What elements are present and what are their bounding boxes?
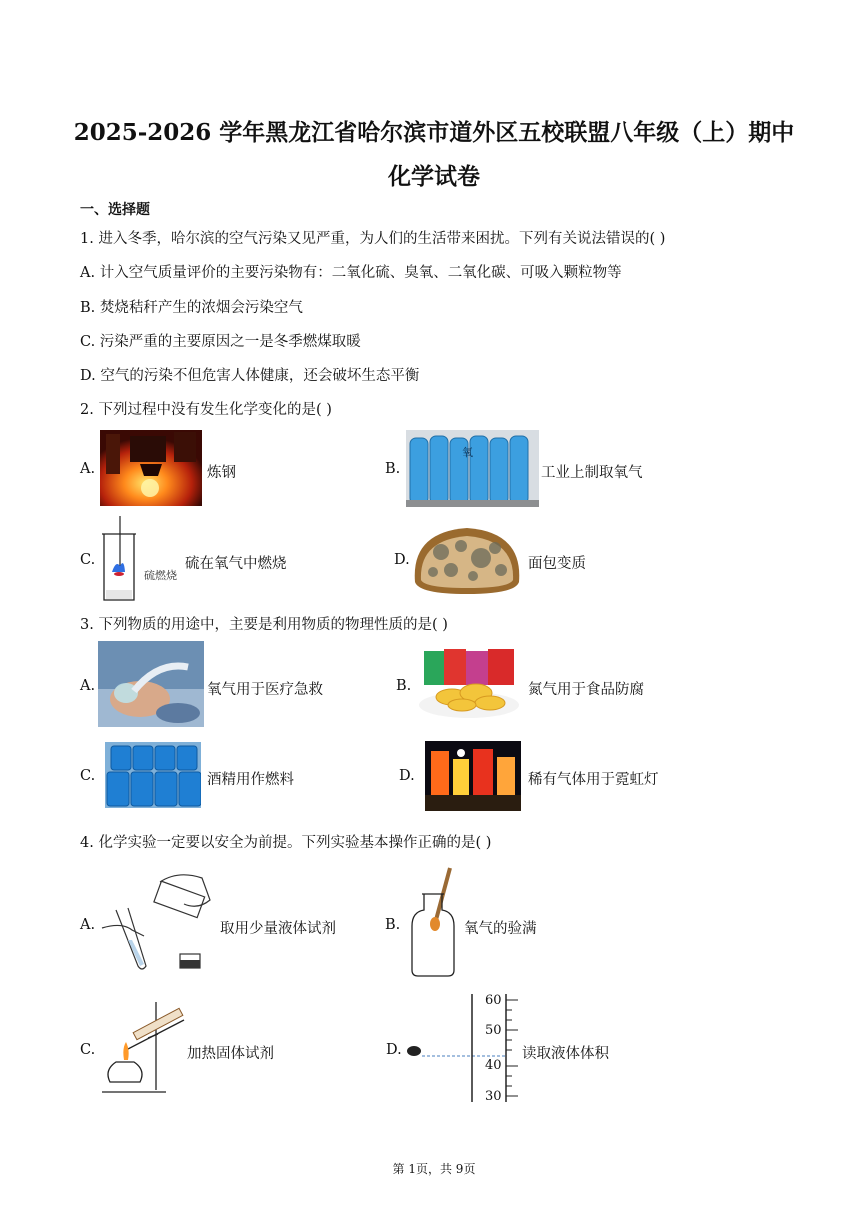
q4-option-b-letter: B. (385, 917, 401, 933)
q2-option-c-label: 硫在氧气中燃烧 (185, 556, 287, 572)
q4-stem: 4. 化学实验一定要以安全为前提。下列实验基本操作正确的是( ) (80, 835, 492, 851)
section-heading: 一、选择题 (80, 202, 150, 218)
scale-tick-40: 40 (485, 1058, 502, 1073)
q1-option-c: C. 污染严重的主要原因之一是冬季燃煤取暖 (80, 334, 361, 350)
q2-option-a-label: 炼钢 (207, 465, 236, 481)
oxygen-test-diagram (404, 864, 462, 978)
q4-option-d-label: 读取液体体积 (522, 1046, 609, 1062)
alcohol-drums-image (105, 742, 201, 808)
moldy-bread-image (411, 522, 523, 598)
q3-option-c-letter: C. (80, 768, 96, 784)
q3-option-d-letter: D. (399, 768, 415, 784)
heat-solid-diagram (96, 998, 188, 1098)
scale-tick-30: 30 (485, 1089, 502, 1104)
oxygen-cylinders-image (406, 430, 539, 507)
q2-option-d-label: 面包变质 (528, 556, 586, 572)
oxygen-mask-image (98, 641, 204, 727)
cylinder-text: 氧 (462, 446, 473, 459)
neon-lights-image (425, 741, 521, 811)
diagram-caption: 硫燃烧 (144, 569, 177, 582)
q3-option-a-label: 氧气用于医疗急救 (207, 682, 323, 698)
q2-option-b-label: 工业上制取氧气 (541, 465, 643, 481)
q4-option-c-label: 加热固体试剂 (187, 1046, 274, 1062)
q3-option-c-label: 酒精用作燃料 (207, 772, 294, 788)
title-line-1: 2025-2026 学年黑龙江省哈尔滨市道外区五校联盟八年级（上）期中 (73, 119, 795, 146)
scale-tick-50: 50 (485, 1023, 502, 1038)
q3-option-d-label: 稀有气体用于霓虹灯 (528, 772, 659, 788)
q1-stem: 1. 进入冬季，哈尔滨的空气污染又见严重，为人们的生活带来困扰。下列有关说法错误的( ) (80, 231, 666, 247)
chips-image (416, 647, 522, 719)
q2-stem: 2. 下列过程中没有发生化学变化的是( ) (80, 402, 332, 418)
q2-option-c-letter: C. (80, 552, 96, 568)
q2-option-a-letter: A. (80, 461, 96, 477)
pour-liquid-diagram (98, 870, 216, 974)
q4-option-d-letter: D. (386, 1042, 402, 1058)
q3-option-b-label: 氮气用于食品防腐 (528, 682, 644, 698)
q1-option-a: A. 计入空气质量评价的主要污染物有：二氧化硫、臭氧、二氧化碳、可吸入颗粒物等 (80, 265, 622, 281)
steelmaking-image (100, 430, 202, 506)
sulfur-burning-diagram (94, 516, 186, 602)
page-footer: 第 1页，共 9页 (392, 1162, 476, 1176)
q3-option-b-letter: B. (396, 678, 412, 694)
q4-option-b-label: 氧气的验满 (464, 921, 537, 937)
q1-option-b: B. 焚烧秸秆产生的浓烟会污染空气 (80, 300, 303, 316)
q3-stem: 3. 下列物质的用途中，主要是利用物质的物理性质的是( ) (80, 617, 448, 633)
q3-option-a-letter: A. (80, 678, 96, 694)
title-line-2: 化学试卷 (388, 163, 480, 190)
q4-option-a-label: 取用少量液体试剂 (220, 921, 336, 937)
q2-option-b-letter: B. (385, 461, 401, 477)
read-volume-diagram (400, 990, 522, 1104)
scale-tick-60: 60 (485, 993, 502, 1008)
q2-option-d-letter: D. (394, 552, 410, 568)
q1-option-d: D. 空气的污染不但危害人体健康，还会破坏生态平衡 (80, 368, 420, 384)
q4-option-c-letter: C. (80, 1042, 96, 1058)
q4-option-a-letter: A. (80, 917, 96, 933)
